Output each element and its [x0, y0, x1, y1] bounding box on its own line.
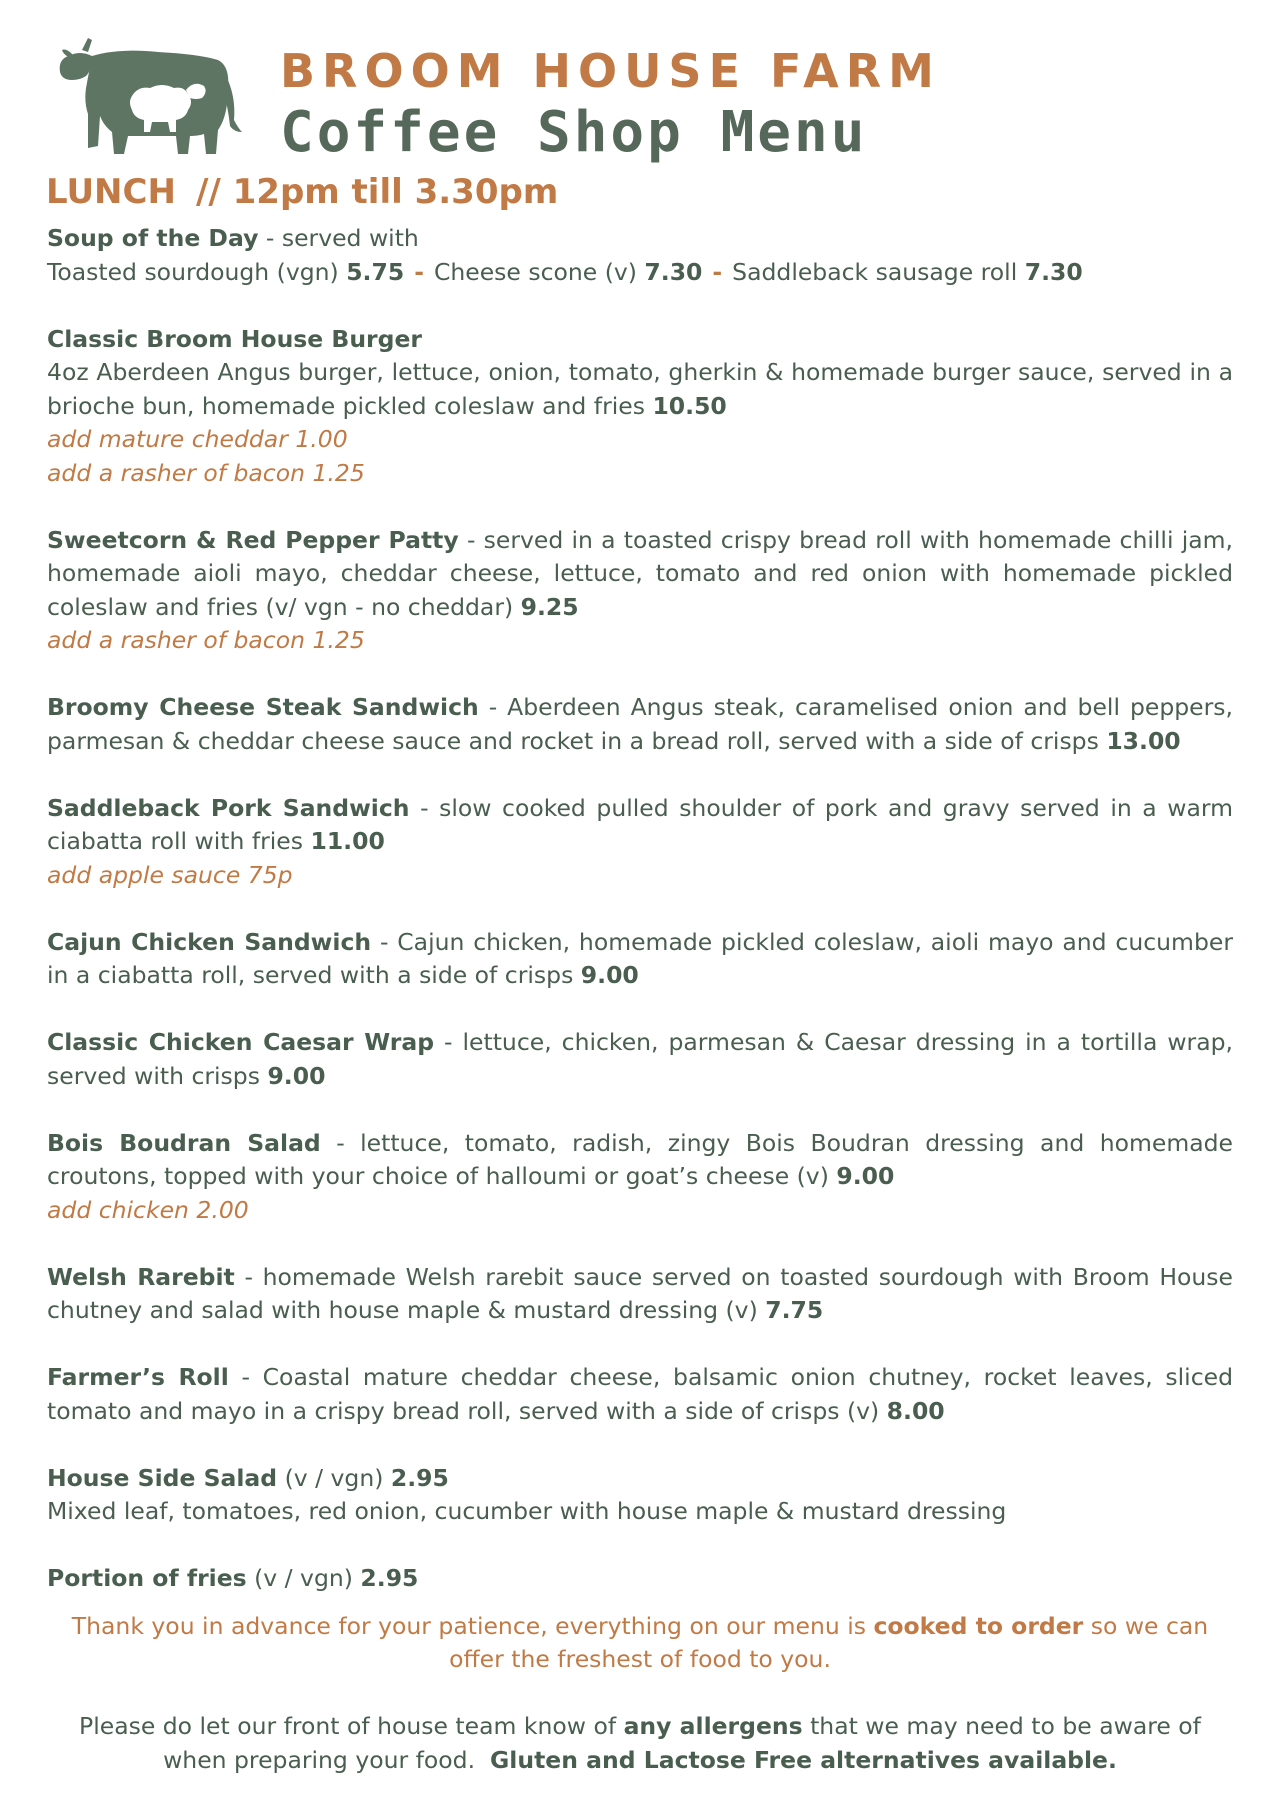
- menu-content: [47, 222, 1233, 1801]
- alternatives-emphasis: Gluten and Lactose Free alternatives available.: [490, 1745, 1117, 1774]
- item-description: [47, 691, 1233, 758]
- item-name: Welsh Rarebit: [47, 1262, 235, 1291]
- item-price: 2.95: [390, 1463, 449, 1492]
- farm-name-title: BROOM HOUSE FARM: [280, 44, 941, 98]
- item-desc: - lettuce, chicken, parmesan & Caesar dressing in a tortilla wrap, served with crisps: [47, 1028, 1234, 1090]
- soup-intro-line: [47, 222, 1233, 256]
- item-name: Sweetcorn & Red Pepper Patty: [47, 525, 459, 554]
- cooked-to-order-notice: [47, 1610, 1233, 1677]
- item-price: 2.95: [360, 1564, 419, 1592]
- item-description: [47, 792, 1233, 859]
- item-desc: (v / vgn): [246, 1564, 361, 1592]
- separator-dash: -: [414, 257, 424, 286]
- item-desc: - lettuce, tomato, radish, zingy Bois Boudran dressing and homemade croutons, topped with your choice of halloumi or goat’s cheese (v): [47, 1128, 1234, 1190]
- soup-option-label: Cheese scone (v): [433, 257, 645, 286]
- item-price: 13.00: [1106, 726, 1181, 755]
- item-name: Cajun Chicken Sandwich: [47, 927, 372, 956]
- soup-option: [47, 258, 404, 286]
- soup-option: [732, 258, 1083, 286]
- item-extra: Mixed leaf, tomatoes, red onion, cucumber with house maple & mustard dressing: [47, 1497, 1007, 1525]
- item-desc: - served with: [258, 224, 419, 252]
- item-name: Farmer’s Roll: [47, 1363, 229, 1391]
- item-price: 10.50: [652, 391, 727, 420]
- soup-option: [434, 258, 702, 286]
- menu-subtitle: Coffee Shop Menu: [280, 100, 868, 165]
- item-description: [47, 1361, 1233, 1428]
- item-name: Classic Chicken Caesar Wrap: [47, 1028, 435, 1056]
- item-name: Broomy Cheese Steak Sandwich: [47, 693, 479, 721]
- item-heading-line: [47, 1462, 1233, 1496]
- item-name: House Side Salad: [47, 1463, 278, 1492]
- lunch-label: LUNCH: [46, 172, 176, 212]
- allergen-text: that we may need to be aware of when preparing your food.: [163, 1712, 1209, 1774]
- item-name: Portion of fries: [47, 1564, 247, 1592]
- item-desc: - Cajun chicken, homemade pickled coleslaw, aioli mayo and cucumber in a ciabatta roll, served with a side of crisps: [47, 927, 1233, 989]
- soup-option-price: 7.30: [1024, 257, 1083, 286]
- item-name: Bois Boudran Salad: [47, 1128, 321, 1157]
- item-description: [47, 926, 1233, 993]
- notice-text: Thank you in advance for your patience, everything on our menu is: [71, 1611, 874, 1640]
- item-desc: - served in a toasted crispy bread roll with homemade chilli jam, homemade aioli mayo, cheddar cheese, lettuce, tomato and red onion with homemade pickled coleslaw and fries (v/ vgn - no cheddar): [47, 525, 1233, 621]
- menu-item-bois-boudran-salad: [47, 1127, 1233, 1228]
- item-addon: add a rasher of bacon 1.25: [47, 458, 365, 487]
- allergen-text: Please do let our front of house team know of: [79, 1712, 624, 1740]
- allergen-notice: [47, 1710, 1233, 1777]
- item-addon: add a rasher of bacon 1.25: [47, 626, 365, 654]
- item-desc: (v / vgn): [277, 1463, 391, 1492]
- item-price: 8.00: [886, 1396, 945, 1425]
- item-addon: add apple sauce 75p: [47, 860, 293, 889]
- item-name: Soup of the Day: [47, 224, 259, 252]
- menu-item-caesar-wrap: [47, 1026, 1233, 1093]
- menu-item-patty: [47, 524, 1233, 658]
- item-description: [47, 1261, 1233, 1328]
- item-desc: 4oz Aberdeen Angus burger, lettuce, onion, tomato, gherkin & homemade burger sauce, served in a brioche bun, homemade pickled coleslaw and fries: [47, 358, 1233, 420]
- item-price: 7.75: [765, 1296, 824, 1324]
- item-addon: add mature cheddar 1.00: [47, 425, 348, 453]
- item-name: Classic Broom House Burger: [47, 324, 422, 353]
- soup-options-line: [47, 256, 1233, 290]
- menu-item-burger: [47, 323, 1233, 491]
- menu-item-side-salad: [47, 1462, 1233, 1529]
- item-price: 9.00: [836, 1162, 895, 1190]
- menu-item-cheese-steak: [47, 691, 1233, 758]
- item-description: [47, 1127, 1233, 1194]
- cow-logo-icon: [58, 36, 263, 159]
- item-desc: - Aberdeen Angus steak, caramelised onion and bell peppers, parmesan & cheddar cheese sauce and rocket in a bread roll, served with a side of crisps: [47, 693, 1233, 755]
- notice-emphasis: cooked to order: [873, 1611, 1084, 1640]
- separator-dash: -: [712, 257, 723, 286]
- soup-option-price: 7.30: [644, 257, 703, 286]
- allergen-emphasis: any allergens: [623, 1712, 803, 1740]
- item-price: 11.00: [310, 827, 385, 855]
- lunch-heading: [46, 172, 558, 212]
- soup-option-price: 5.75: [346, 257, 405, 286]
- item-name: Saddleback Pork Sandwich: [47, 793, 410, 822]
- lunch-separator: //: [195, 172, 221, 212]
- item-desc: - slow cooked pulled shoulder of pork and gravy served in a warm ciabatta roll with fries: [47, 793, 1233, 855]
- menu-item-soup: [47, 222, 1233, 289]
- item-desc: - homemade Welsh rarebit sauce served on toasted sourdough with Broom House chutney and salad with house maple & mustard dressing (v): [47, 1262, 1233, 1324]
- notice-text: so we can offer the freshest of food to you.: [449, 1611, 1209, 1673]
- item-price: 9.00: [580, 961, 639, 989]
- item-price: 9.00: [267, 1061, 326, 1090]
- item-price: 9.25: [520, 592, 579, 621]
- menu-item-fries: [47, 1562, 1233, 1596]
- item-heading-line: [47, 1562, 1233, 1596]
- item-addon: add chicken 2.00: [47, 1195, 249, 1224]
- menu-item-pork-sandwich: [47, 792, 1233, 893]
- item-description: [47, 1026, 1233, 1093]
- soup-option-label: Toasted sourdough (vgn): [47, 257, 347, 286]
- menu-item-cajun-chicken: [47, 926, 1233, 993]
- menu-item-farmers-roll: [47, 1361, 1233, 1428]
- lunch-time: 12pm till 3.30pm: [232, 172, 559, 212]
- item-desc: - Coastal mature cheddar cheese, balsamic onion chutney, rocket leaves, sliced tomato and mayo in a crispy bread roll, served with a side of crisps (v): [47, 1363, 1233, 1425]
- menu-item-welsh-rarebit: [47, 1261, 1233, 1328]
- item-description: [47, 356, 1233, 423]
- soup-option-label: Saddleback sausage roll: [732, 257, 1025, 286]
- item-description: [47, 524, 1233, 625]
